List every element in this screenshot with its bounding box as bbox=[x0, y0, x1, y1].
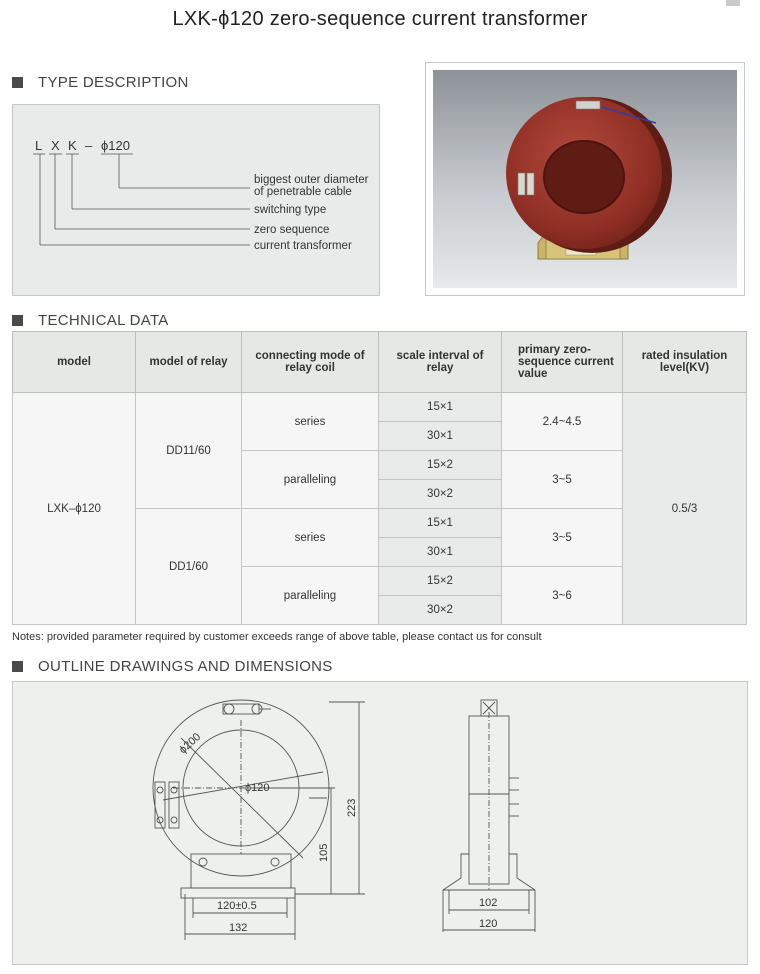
code-letter-x: X bbox=[51, 138, 60, 153]
section-technical-data bbox=[12, 312, 169, 329]
cell-insulation: 0.5/3 bbox=[623, 393, 747, 625]
cell-relay: DD11/60 bbox=[136, 393, 242, 509]
header-rated-insulation: rated insulation level(KV) bbox=[623, 332, 747, 393]
dim-height-center: 105 bbox=[318, 843, 330, 862]
table-header-row bbox=[13, 332, 747, 393]
corner-mark bbox=[726, 0, 740, 6]
table-notes: Notes: provided parameter required by customer exceeds range of above table, please contact us for consult bbox=[12, 631, 542, 643]
cell-mode: series bbox=[242, 393, 379, 451]
label-outer-diameter-2: of penetrable cable bbox=[254, 186, 352, 198]
section-bullet-icon bbox=[12, 315, 23, 326]
section-outline bbox=[12, 658, 333, 675]
dim-height-total: 223 bbox=[346, 798, 358, 817]
cell-relay: DD1/60 bbox=[136, 509, 242, 625]
dim-side-inner: 102 bbox=[479, 897, 498, 909]
section-bullet-icon bbox=[12, 77, 23, 88]
outline-drawing-panel bbox=[12, 681, 748, 965]
dim-base-outer: 132 bbox=[229, 922, 248, 934]
cell-scale: 15×1 bbox=[379, 393, 502, 422]
section-type-description bbox=[12, 74, 189, 91]
table-row bbox=[13, 393, 747, 422]
cell-scale: 15×2 bbox=[379, 451, 502, 480]
dim-outer-diameter: ϕ200 bbox=[176, 730, 204, 757]
cell-current: 3~5 bbox=[502, 509, 623, 567]
cell-mode: paralleling bbox=[242, 451, 379, 509]
technical-data-table bbox=[12, 331, 747, 625]
cell-model: LXK–ϕ120 bbox=[13, 393, 136, 625]
dim-inner-diameter: ϕ120 bbox=[245, 782, 270, 794]
page-title: LXK-ϕ120 zero-sequence current transformer bbox=[172, 8, 588, 30]
code-letter-l: L bbox=[35, 138, 43, 153]
cell-scale: 15×1 bbox=[379, 509, 502, 538]
type-code-diagram bbox=[13, 105, 379, 295]
cell-scale: 30×2 bbox=[379, 596, 502, 625]
code-letter-k: K bbox=[68, 138, 77, 153]
section-technical-data-title: TECHNICAL DATA bbox=[38, 312, 169, 329]
header-primary-current: primary zero-sequence current value bbox=[502, 332, 623, 393]
cell-current: 3~5 bbox=[502, 451, 623, 509]
cell-current: 2.4~4.5 bbox=[502, 393, 623, 451]
header-scale-interval: scale interval of relay bbox=[379, 332, 502, 393]
label-outer-diameter-1: biggest outer diameter bbox=[254, 174, 369, 186]
dim-side-outer: 120 bbox=[479, 918, 498, 930]
cell-scale: 30×1 bbox=[379, 538, 502, 567]
cell-mode: paralleling bbox=[242, 567, 379, 625]
product-photo bbox=[426, 63, 744, 295]
header-model-of-relay: model of relay bbox=[136, 332, 242, 393]
type-description-panel bbox=[12, 104, 380, 296]
label-current-transformer: current transformer bbox=[254, 240, 352, 252]
cell-scale: 30×2 bbox=[379, 480, 502, 509]
header-model: model bbox=[13, 332, 136, 393]
section-bullet-icon bbox=[12, 661, 23, 672]
section-type-description-title: TYPE DESCRIPTION bbox=[38, 74, 189, 91]
cell-scale: 30×1 bbox=[379, 422, 502, 451]
header-connecting-mode: connecting mode of relay coil bbox=[242, 332, 379, 393]
cell-scale: 15×2 bbox=[379, 567, 502, 596]
cell-current: 3~6 bbox=[502, 567, 623, 625]
section-outline-title: OUTLINE DRAWINGS AND DIMENSIONS bbox=[38, 658, 333, 675]
label-zero-sequence: zero sequence bbox=[254, 224, 330, 236]
dim-base-inner: 120±0.5 bbox=[217, 900, 257, 912]
product-photo-frame bbox=[425, 62, 745, 296]
label-switching-type: switching type bbox=[254, 204, 327, 216]
cell-mode: series bbox=[242, 509, 379, 567]
code-dash: – bbox=[85, 138, 93, 153]
outline-drawing bbox=[13, 682, 747, 964]
code-diameter: ϕ120 bbox=[101, 138, 130, 153]
